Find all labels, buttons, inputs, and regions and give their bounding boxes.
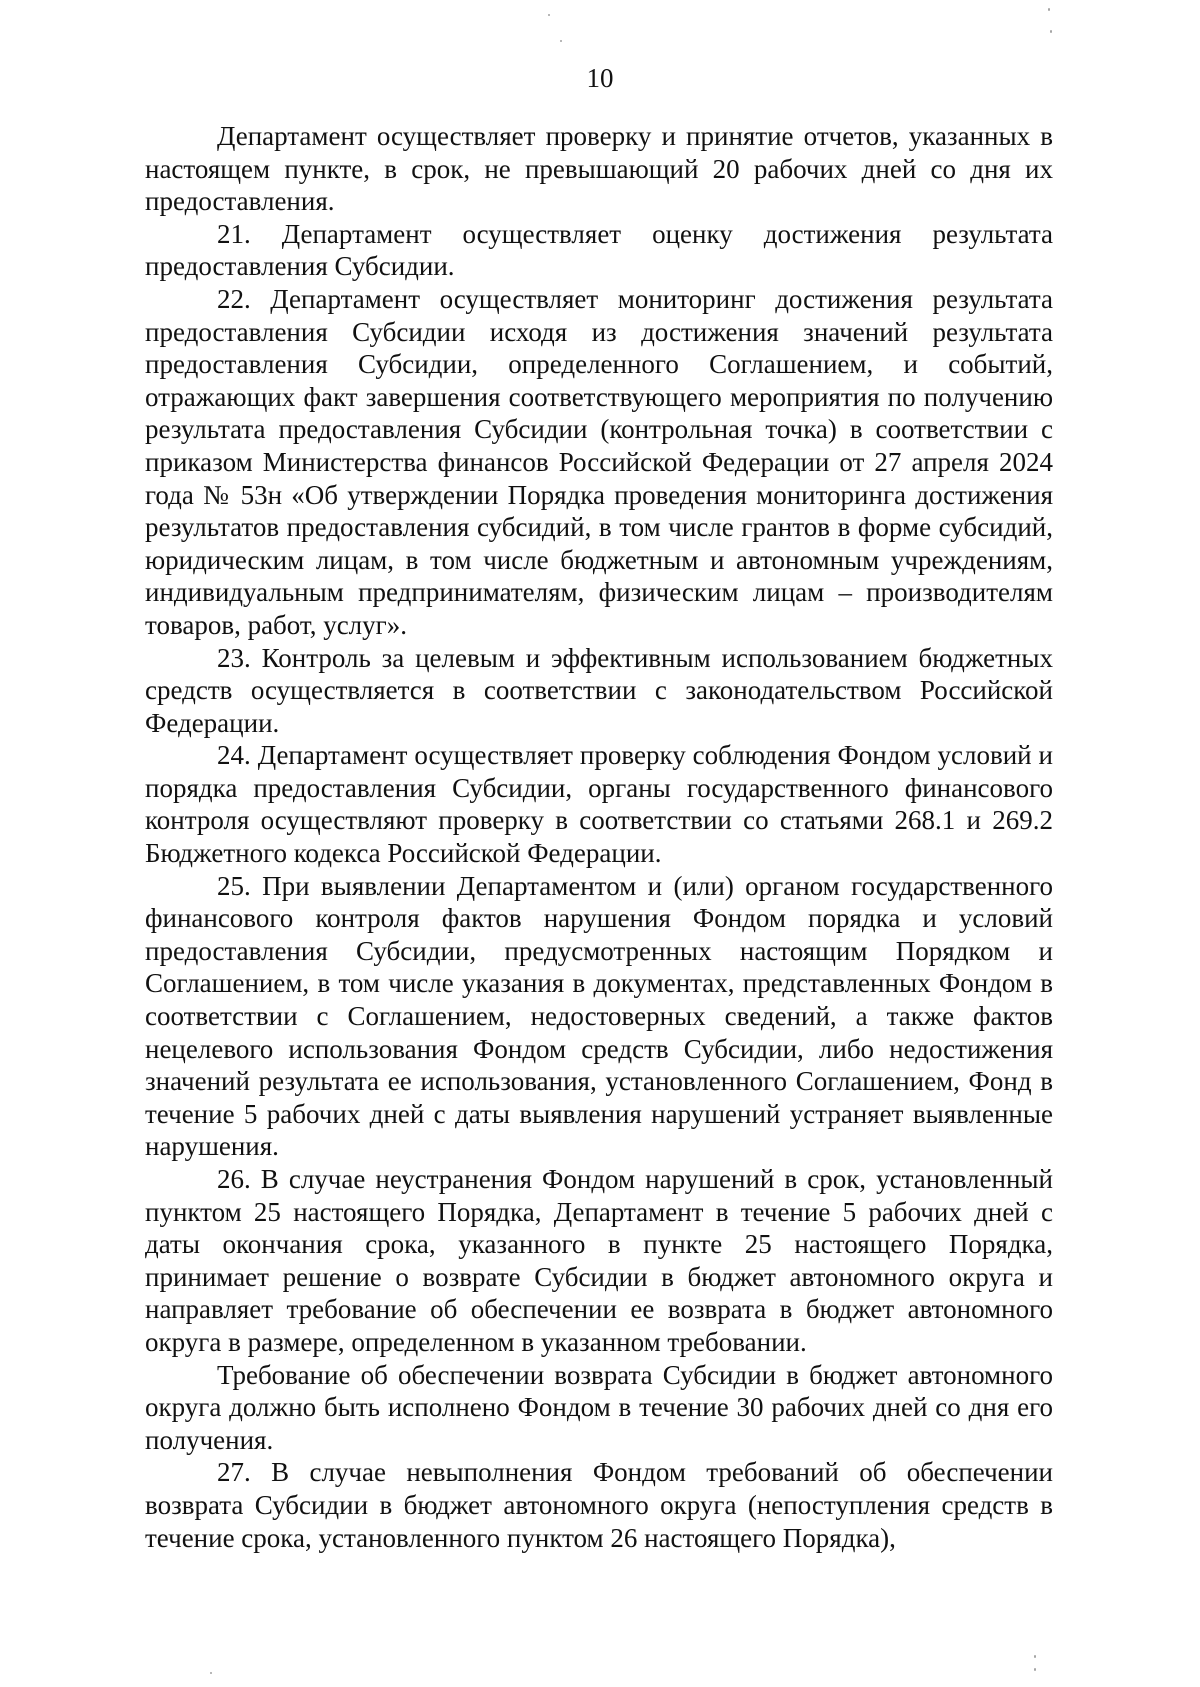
scan-speck [1050,30,1052,33]
paragraph-26-requirement: Требование об обеспечении возврата Субсидии в бюджет автономного округа должно быть исполнено Фондом в течение 30 рабочих дней со дня его получения. [145,1359,1053,1455]
paragraph-24: 24. Департамент осуществляет проверку соблюдения Фондом условий и порядка предоставления Субсидии, органы государственного финансового контроля осуществляют проверку в соответствии со статьями 268.1 и 269.2 Бюджетного кодекса Российской Федерации. [145,740,1053,869]
document-body [145,120,1053,1554]
scan-speck [548,14,550,16]
scan-speck [560,40,562,42]
paragraph-report-review: Департамент осуществляет проверку и принятие отчетов, указанных в настоящем пункте, в срок, не превышающий 20 рабочих дней со дня их предоставления. [145,121,1053,217]
scan-speck [210,1672,212,1674]
scan-speck [1034,1655,1036,1658]
paragraph-22: 22. Департамент осуществляет мониторинг достижения результата предоставления Субсидии исходя из достижения значений результата предоставления Субсидии, определенного Соглашением, и событий, отражающих факт завершения соответствующего мероприятия по получению результата предоставления Субсидии (контрольная точка) в соответствии с приказом Министерства финансов Российской Федерации от 27 апреля 2024 года № 53н «Об утверждении Порядка проведения мониторинга достижения результатов предоставления субсидий, в том числе грантов в форме субсидий, юридическим лицам, в том числе бюджетным и автономным учреждениям, индивидуальным предпринимателям, физическим лицам – производителям товаров, работ, услуг». [145,283,1053,640]
paragraph-27: 27. В случае невыполнения Фондом требований об обеспечении возврата Субсидии в бюджет автономного округа (непоступления средств в течение срока, установленного пунктом 26 настоящего Порядка), [145,1457,1053,1553]
page-number: 10 [586,63,614,93]
paragraph-23: 23. Контроль за целевым и эффективным использованием бюджетных средств осуществляется в соответствии с законодательством Российской Федерации. [145,642,1053,738]
paragraph-26: 26. В случае неустранения Фондом нарушений в срок, установленный пунктом 25 настоящего Порядка, Департамент в течение 5 рабочих дней с даты окончания срока, указанного в пункте 25 настоящего Порядка, принимает решение о возврате Субсидии в бюджет автономного округа и направляет требование об обеспечении ее возврата в бюджет автономного округа в размере, определенном в указанном требовании. [145,1164,1053,1357]
paragraph-21: 21. Департамент осуществляет оценку достижения результата предоставления Субсидии. [145,218,1053,282]
scan-speck [1034,1668,1036,1671]
scan-speck [1048,8,1050,11]
paragraph-25: 25. При выявлении Департаментом и (или) органом государственного финансового контроля фактов нарушения Фондом порядка и условий предоставления Субсидии, предусмотренных настоящим Порядком и Соглашением, в том числе указания в документах, представленных Фондом в соответствии с Соглашением, недостоверных сведений, а также фактов нецелевого использования Фондом средств Субсидии, либо недостижения значений результата ее использования, установленного Соглашением, Фонд в течение 5 рабочих дней с даты выявления нарушений устраняет выявленные нарушения. [145,870,1053,1162]
